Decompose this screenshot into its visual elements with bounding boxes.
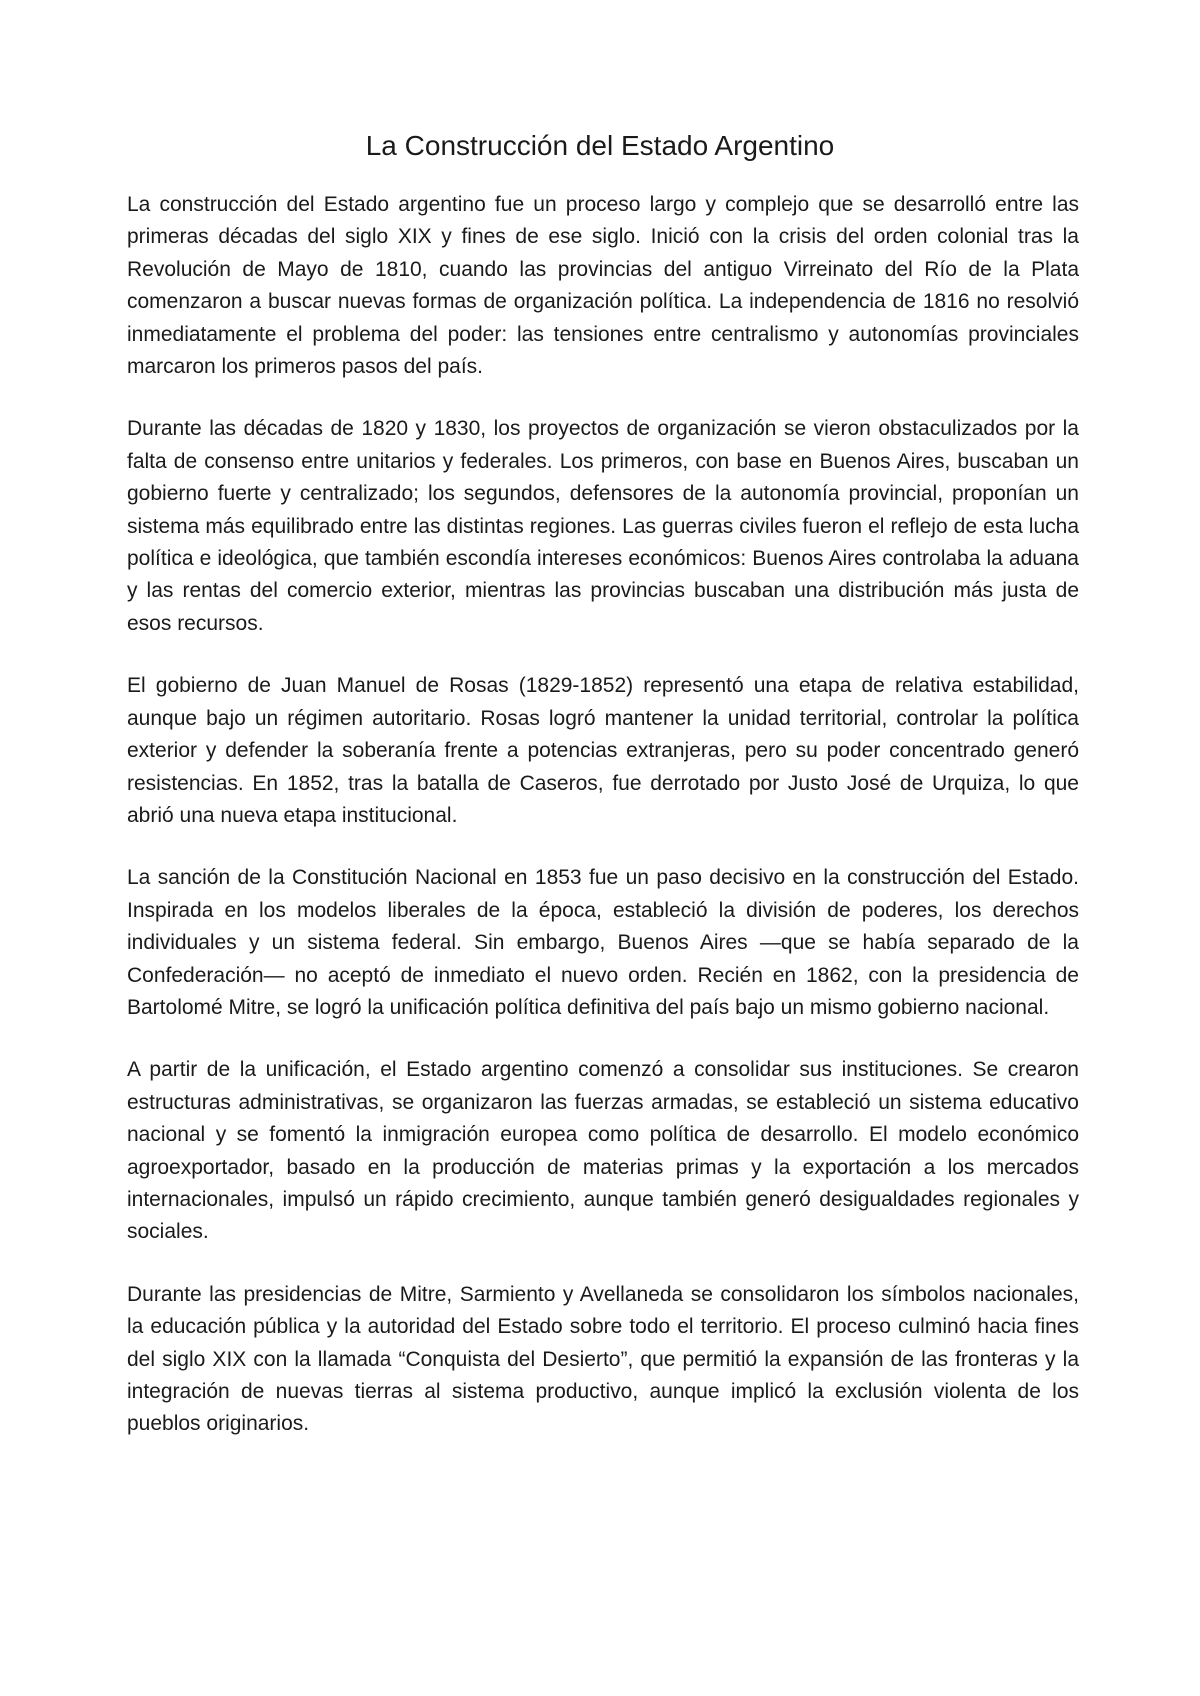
paragraph-4: La sanción de la Constitución Nacional en 1853 fue un paso decisivo en la construcción del Estado. Inspirada en los modelos liberales de la época, estableció la división de poderes, los derechos individuales y un sistema federal. Sin embargo, Buenos Aires —que se había separado de la Confederación— no aceptó de inmediato el nuevo orden. Recién en 1862, con la presidencia de Bartolomé Mitre, se logró la unificación política definitiva del país bajo un mismo gobierno nacional.	[127, 866, 1079, 1019]
paragraph-6: Durante las presidencias de Mitre, Sarmiento y Avellaneda se consolidaron los símbolos nacionales, la educación pública y la autoridad del Estado sobre todo el territorio. El proceso culminó hacia fines del siglo XIX con la llamada “Conquista del Desierto”, que permitió la expansión de las fronteras y la integración de nuevas tierras al sistema productivo, aunque implicó la exclusión violenta de los pueblos originarios.	[127, 1282, 1079, 1436]
document-title: La Construcción del Estado Argentino	[365, 130, 835, 161]
paragraph-1: La construcción del Estado argentino fue un proceso largo y complejo que se desarrolló entre las primeras décadas del siglo XIX y fines de ese siglo. Inició con la crisis del orden colonial tras la Revolución de Mayo de 1810, cuando las provincias del antiguo Virreinato del Río de la Plata comenzaron a buscar nuevas formas de organización política. La independencia de 1816 no resolvió inmediatamente el problema del poder: las tensiones entre centralismo y autonomías provinciales marcaron los primeros pasos del país.	[127, 193, 1079, 379]
document-body	[127, 189, 1079, 1471]
paragraph-2: Durante las décadas de 1820 y 1830, los proyectos de organización se vieron obstaculizados por la falta de consenso entre unitarios y federales. Los primeros, con base en Buenos Aires, buscaban un gobierno fuerte y centralizado; los segundos, defensores de la autonomía provincial, proponían un sistema más equilibrado entre las distintas regiones. Las guerras civiles fueron el reflejo de esta lucha política e ideológica, que también escondía intereses económicos: Buenos Aires controlaba la aduana y las rentas del comercio exterior, mientras las provincias buscaban una distribución más justa de esos recursos.	[127, 417, 1079, 635]
paragraph-3: El gobierno de Juan Manuel de Rosas (1829-1852) representó una etapa de relativa estabilidad, aunque bajo un régimen autoritario. Rosas logró mantener la unidad territorial, controlar la política exterior y defender la soberanía frente a potencias extranjeras, pero su poder concentrado generó resistencias. En 1852, tras la batalla de Caseros, fue derrotado por Justo José de Urquiza, lo que abrió una nueva etapa institucional.	[127, 674, 1079, 827]
paragraph-5: A partir de la unificación, el Estado argentino comenzó a consolidar sus instituciones. Se crearon estructuras administrativas, se organizaron las fuerzas armadas, se estableció un sistema educativo nacional y se fomentó la inmigración europea como política de desarrollo. El modelo económico agroexportador, basado en la producción de materias primas y la exportación a los mercados internacionales, impulsó un rápido crecimiento, aunque también generó desigualdades regionales y sociales.	[127, 1058, 1079, 1244]
